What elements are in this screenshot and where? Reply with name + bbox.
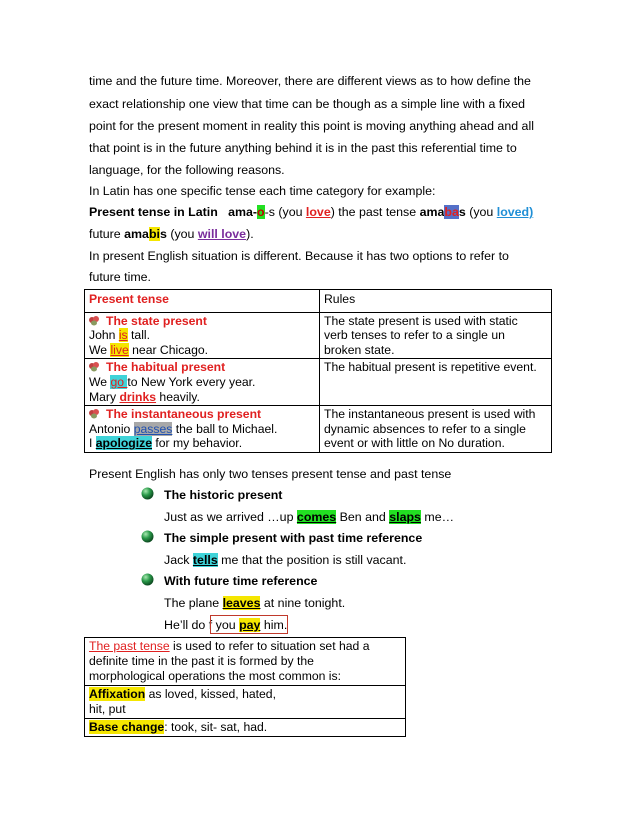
simple-present-heading: The simple present with past time reference (164, 531, 423, 545)
row-text: Mary (89, 389, 120, 404)
paragraph-line-2: exact relationship one view that time can be though as a simple line with a fixed (89, 97, 525, 111)
amaba-1: ama (419, 205, 445, 219)
highlight-apologize: apologize (95, 436, 152, 451)
base-change-cell (85, 719, 406, 737)
past-tense-table (84, 637, 406, 737)
affixation-text: hit, put (89, 702, 126, 716)
header-present-tense-label: Present tense (89, 292, 169, 306)
highlight-tells: tells (192, 553, 218, 567)
present-tense-table (84, 289, 552, 453)
example-text: at nine tonight. (260, 596, 346, 610)
green-sphere-bullet-icon (141, 530, 154, 543)
latin-future-line (89, 226, 254, 242)
rule-line: The state present is used with static (324, 313, 518, 328)
future-pre: future (89, 227, 125, 241)
flower-bullet-icon (89, 409, 100, 419)
green-sphere-bullet-icon (141, 573, 154, 586)
highlight-slaps: slaps (389, 510, 421, 524)
example-text: f you (208, 618, 240, 632)
example-text: Ben and (336, 510, 390, 524)
example-text: He’ll do (164, 618, 209, 632)
flower-bullet-icon (89, 362, 100, 372)
ama-o: o (257, 205, 265, 219)
table-row (85, 638, 406, 686)
rule-line: broken state. (324, 342, 395, 357)
table-row (85, 406, 552, 453)
highlight-comes: comes (296, 510, 337, 524)
simple-present-example (164, 552, 406, 568)
highlight-leaves: leaves (222, 596, 261, 610)
rule-line: verb tenses to refer to a single un (324, 328, 505, 343)
affixation-label: Affixation (89, 687, 146, 701)
header-present-tense (85, 290, 320, 313)
row-text: We (89, 342, 111, 357)
highlight-passes: passes (133, 421, 173, 436)
you-open-2: (you (166, 227, 198, 241)
historic-present-heading: The historic present (164, 488, 283, 502)
example-text: me… (420, 510, 454, 524)
row-text: for my behavior. (151, 436, 243, 451)
instantaneous-present-title: The instantaneous present (106, 407, 262, 422)
example-text: me that the position is still vacant. (217, 553, 407, 567)
loved-word: loved) (496, 205, 534, 219)
amabis-1: ama (124, 227, 149, 241)
example-text: him. (260, 618, 288, 632)
past-tense-text: definite time in the past it is formed by the (89, 654, 314, 668)
amaba-3: s (458, 205, 466, 219)
header-rules-label: Rules (324, 292, 356, 306)
will-love-word: will love (197, 227, 247, 241)
rule-line: dynamic absences to refer to a single (324, 421, 526, 436)
latin-intro: In Latin has one specific tense each time category for example: (89, 184, 436, 198)
paragraph-line-1: time and the future time. Moreover, there are different views as to how define the (89, 74, 531, 88)
habitual-present-title: The habitual present (106, 360, 226, 375)
english-intro-2: future time. (89, 270, 151, 284)
rule-line: The habitual present is repetitive event. (324, 360, 537, 375)
row-text: tall. (127, 328, 150, 343)
pay-box-outline (210, 615, 288, 634)
instantaneous-present-rule (320, 406, 552, 453)
historic-present-example (164, 509, 454, 525)
row-text: near Chicago. (128, 342, 209, 357)
example-text: Just as we arrived …up (164, 510, 297, 524)
row-text: I (89, 436, 96, 451)
base-change-label: Base change (89, 720, 165, 734)
latin-close: ). (246, 227, 254, 241)
flower-bullet-icon (89, 316, 100, 326)
latin-present-line (89, 204, 533, 220)
section2-intro: Present English has only two tenses present tense and past tense (89, 467, 452, 481)
state-present-title: The state present (106, 313, 207, 328)
state-present-rule (320, 312, 552, 359)
you-open: (you (465, 205, 497, 219)
table-row (85, 359, 552, 406)
affixation-text: as loved, kissed, hated, (145, 687, 276, 701)
highlight-live: live (110, 342, 129, 357)
highlight-go: go (110, 374, 128, 389)
row-text: the ball to Michael. (172, 421, 278, 436)
base-change-text: : took, sit- sat, had. (164, 720, 268, 734)
future-reference-heading: With future time reference (164, 574, 318, 588)
instantaneous-present-cell (85, 406, 320, 453)
rule-line: The instantaneous present is used with (324, 407, 536, 422)
amabis-3: s (159, 227, 167, 241)
future-reference-example-1 (164, 595, 345, 611)
ama-pre: ama- (228, 205, 258, 219)
table-row (85, 686, 406, 719)
love-word: love (305, 205, 331, 219)
rule-line: event or with little on No duration. (324, 436, 505, 451)
habitual-present-cell (85, 359, 320, 406)
habitual-present-rule (320, 359, 552, 406)
table-header-row (85, 290, 552, 313)
latin-present-label: Present tense in Latin (89, 205, 218, 219)
ama-post: -s (you (264, 205, 306, 219)
highlight-is: is (118, 328, 128, 343)
highlight-drinks: drinks (119, 389, 157, 404)
row-text: to New York every year. (127, 374, 256, 389)
row-text: heavily. (156, 389, 200, 404)
example-text: The plane (164, 596, 223, 610)
header-rules (320, 290, 552, 313)
amaba-2: ba (444, 205, 459, 219)
green-sphere-bullet-icon (141, 487, 154, 500)
example-text: Jack (164, 553, 193, 567)
table-row (85, 719, 406, 737)
paragraph-line-5: language, for the following reasons. (89, 163, 285, 177)
highlight-pay: pay (239, 618, 261, 632)
past-tense-text: morphological operations the most common is: (89, 669, 341, 683)
table-row (85, 312, 552, 359)
paragraph-line-3: point for the present moment in reality this point is moving anything ahead and all (89, 119, 534, 133)
row-text: We (89, 374, 111, 389)
row-text: Antonio (89, 421, 134, 436)
english-intro-1: In present English situation is different. Because it has two options to refer to (89, 249, 509, 263)
row-text: John (89, 328, 119, 343)
paragraph-line-4: that point is in the future anything behind it is in the past this referential time to (89, 141, 517, 155)
amabis-2: bi (148, 227, 160, 241)
past-tense-text: is used to refer to situation set had a (169, 639, 370, 653)
state-present-cell (85, 312, 320, 359)
past-tense-label: The past tense (89, 639, 170, 653)
past-tense-cell (85, 638, 406, 686)
affixation-cell (85, 686, 406, 719)
past-pre: ) the past tense (330, 205, 420, 219)
